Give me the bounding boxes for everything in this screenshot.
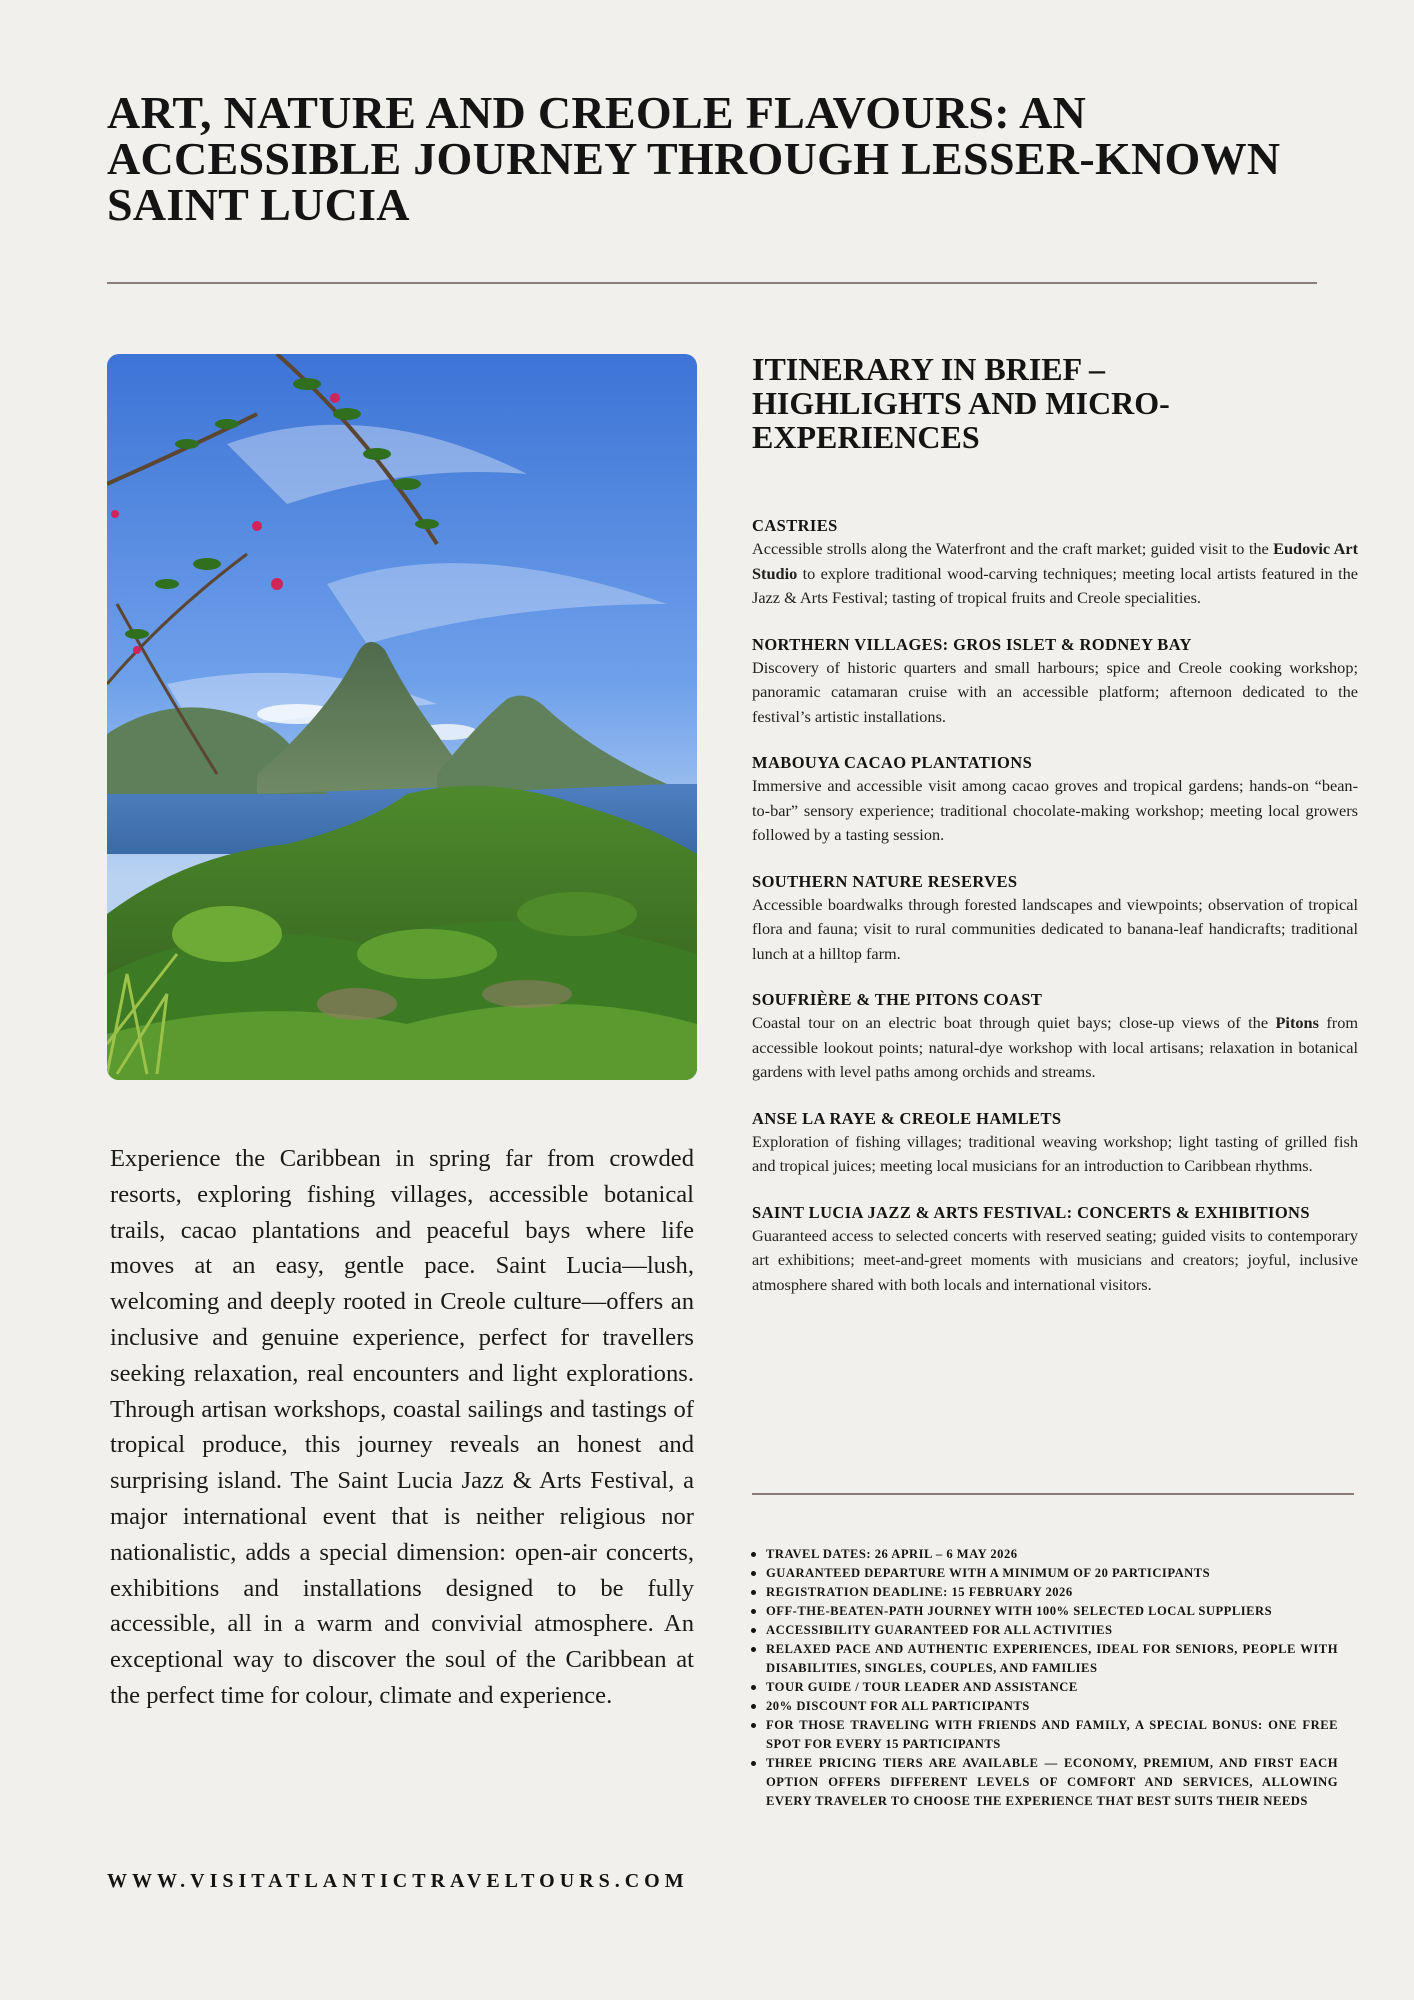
stop-title: CASTRIES <box>752 516 838 535</box>
itinerary-stop-jazz-festival <box>752 1201 1358 1298</box>
list-item: FOR THOSE TRAVELING WITH FRIENDS AND FAMILY, A SPECIAL BONUS: ONE FREE SPOT FOR EVERY 15 PARTICIPANTS <box>766 1716 1338 1754</box>
stop-description: Exploration of fishing villages; traditional weaving workshop; light tasting of grilled fish and tropical juices; meeting local musicians for an introduction to Caribbean rhythms. <box>752 1131 1358 1175</box>
stop-description: Discovery of historic quarters and small harbours; spice and Creole cooking workshop; panoramic catamaran cruise with an accessible platform; afternoon dedicated to the festival’s artistic installations. <box>752 657 1358 726</box>
list-item: OFF-THE-BEATEN-PATH JOURNEY WITH 100% SELECTED LOCAL SUPPLIERS <box>766 1602 1338 1621</box>
itinerary-stop-soufriere <box>752 988 1358 1085</box>
stop-description: Coastal tour on an electric boat through quiet bays; close-up views of the Pitons from accessible lookout points; natural-dye workshop with local artisans; relaxation in botanical gardens with level paths among orchids and streams. <box>752 1013 1359 1081</box>
stop-title: SOUFRIÈRE & THE PITONS COAST <box>752 990 1043 1009</box>
stop-description: Accessible boardwalks through forested landscapes and viewpoints; observation of tropical flora and fauna; visit to rural communities dedicated to banana-leaf handicrafts; traditional lunch at a hilltop farm. <box>752 894 1358 963</box>
stop-description: Immersive and accessible visit among cacao groves and tropical gardens; hands-on “bean-to-bar” sensory experience; traditional chocolate-making workshop; meeting local growers followed by a tasting session. <box>752 776 1358 844</box>
itinerary-stop-mabouya-cacao <box>752 751 1358 848</box>
stop-highlight: Pitons <box>1275 1013 1319 1032</box>
facts-divider <box>752 1493 1354 1495</box>
stop-highlight: Eudovic Art Studio <box>752 539 1359 583</box>
title-divider <box>107 282 1317 284</box>
itinerary-list <box>752 514 1358 1319</box>
list-item: RELAXED PACE AND AUTHENTIC EXPERIENCES, IDEAL FOR SENIORS, PEOPLE WITH DISABILITIES, SINGLES, COUPLES, AND FAMILIES <box>766 1640 1338 1678</box>
itinerary-stop-southern-reserves <box>752 870 1358 967</box>
list-item: REGISTRATION DEADLINE: 15 FEBRUARY 2026 <box>766 1583 1338 1602</box>
stop-title: MABOUYA CACAO PLANTATIONS <box>752 753 1033 772</box>
itinerary-stop-anse-la-raye <box>752 1107 1358 1179</box>
itinerary-title: ITINERARY IN BRIEF – HIGHLIGHTS AND MICRO-EXPERIENCES <box>752 351 1170 456</box>
list-item: TOUR GUIDE / TOUR LEADER AND ASSISTANCE <box>766 1678 1338 1697</box>
stop-title: SAINT LUCIA JAZZ & ARTS FESTIVAL: CONCERTS & EXHIBITIONS <box>752 1202 1310 1222</box>
itinerary-stop-castries <box>752 514 1358 611</box>
stop-title: ANSE LA RAYE & CREOLE HAMLETS <box>752 1108 1062 1128</box>
itinerary-stop-northern-villages <box>752 633 1358 730</box>
stop-description: Accessible strolls along the Waterfront and the craft market; guided visit to the Eudovic Art Studio to explore traditional wood-carving techniques; meeting local artists featured in the Jazz & Arts Festival; tasting of tropical fruits and Creole specialities. <box>752 539 1359 607</box>
website-link[interactable]: WWW.VISITATLANTICTRAVELTOURS.COM <box>107 1870 689 1892</box>
list-item: THREE PRICING TIERS ARE AVAILABLE — ECONOMY, PREMIUM, AND FIRST EACH OPTION OFFERS DIFFERENT LEVELS OF COMFORT AND SERVICES, ALLOWING EVERY TRAVELER TO CHOOSE THE EXPERIENCE THAT BEST SUITS THEIR NEEDS <box>766 1754 1338 1811</box>
stop-description: Guaranteed access to selected concerts with reserved seating; guided visits to contemporary art exhibitions; meet-and-greet moments with musicians and creators; joyful, inclusive atmosphere shared with both locals and international visitors. <box>752 1225 1358 1294</box>
stop-title: NORTHERN VILLAGES: GROS ISLET & RODNEY BAY <box>752 634 1192 654</box>
pitons-landscape-photo <box>107 354 697 1080</box>
intro-paragraph: Experience the Caribbean in spring far from crowded resorts, exploring fishing villages, accessible botanical trails, cacao plantations and peaceful bays where life moves at an easy, gentle pace. Saint Lucia—lush, welcoming and deeply rooted in Creole culture—offers an inclusive and genuine experience, perfect for travellers seeking relaxation, real encounters and light explorations. Through artisan workshops, coastal sailings and tastings of tropical produce, this journey reveals an honest and surprising island. The Saint Lucia Jazz & Arts Festival, a major international event that is neither religious nor nationalistic, adds a special dimension: open-air concerts, exhibitions and installations designed to be fully accessible, all in a warm and convivial atmosphere. An exceptional way to discover the soul of the Caribbean at the perfect time for colour, climate and experience. <box>110 1145 694 1709</box>
page-title: ART, NATURE AND CREOLE FLAVOURS: AN ACCESSIBLE JOURNEY THROUGH LESSER-KNOWN SAINT LUCIA <box>107 87 1281 230</box>
list-item: 20% DISCOUNT FOR ALL PARTICIPANTS <box>766 1697 1338 1716</box>
list-item: TRAVEL DATES: 26 APRIL – 6 MAY 2026 <box>766 1545 1338 1564</box>
trip-facts-list <box>766 1545 1338 1811</box>
stop-title: SOUTHERN NATURE RESERVES <box>752 871 1018 891</box>
list-item: GUARANTEED DEPARTURE WITH A MINIMUM OF 20 PARTICIPANTS <box>766 1564 1338 1583</box>
list-item: ACCESSIBILITY GUARANTEED FOR ALL ACTIVITIES <box>766 1621 1338 1640</box>
